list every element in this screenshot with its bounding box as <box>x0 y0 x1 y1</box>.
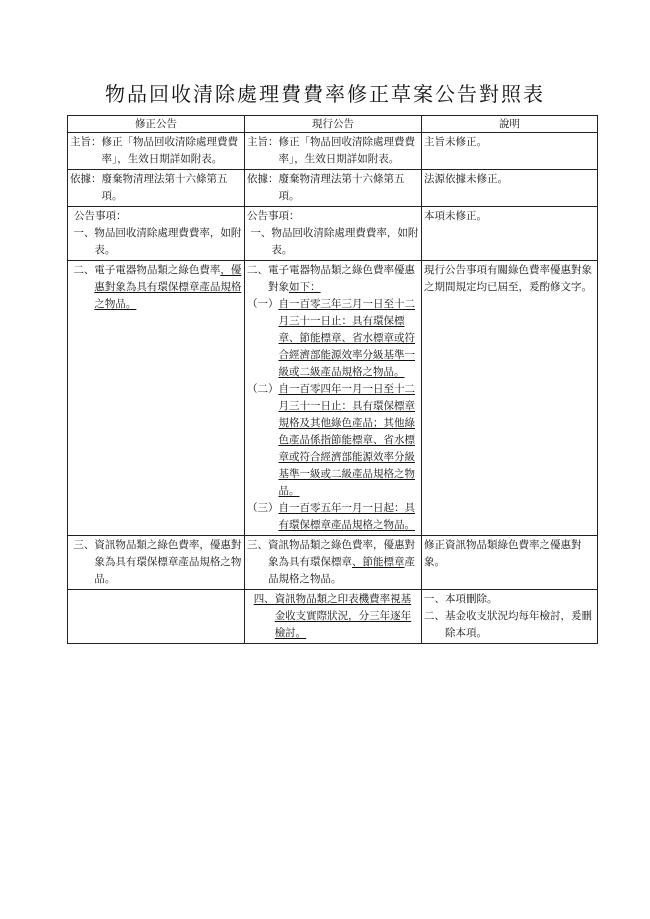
cell-current <box>245 170 422 207</box>
cell-current <box>245 207 422 261</box>
basis-label: 依據： <box>70 173 102 185</box>
item-text: 資訊物品類之綠色費率，優惠對象為具有環保標章產品規格之物品。 <box>94 539 242 585</box>
inserted-text: ，優惠對象為具有環保標章產品規格之物品。 <box>94 264 242 310</box>
subitem-text: 自一百零四年一月一日至十二月三十一日止：具有環保標章規格及其他綠色產品；其他綠色產品係指節能標章、省水標章或符合經濟部能源效率分級基準一級或二級產品規格之物品。 <box>278 383 415 497</box>
cell-revised <box>68 536 245 590</box>
note-item-text: 本項刪除。 <box>445 593 498 605</box>
subject-text: 修正「物品回收清除處理費費率」，生效日期詳如附表。 <box>278 136 415 165</box>
notice-heading: 公告事項： <box>247 210 300 222</box>
cell-current <box>245 590 422 644</box>
note-item-label: 二、 <box>424 610 445 622</box>
subject-label: 主旨： <box>247 136 279 148</box>
note-text: 修正資訊物品類綠色費率之優惠對象。 <box>424 539 582 568</box>
note-item-text: 基金收支狀況均每年檢討，爰刪除本項。 <box>445 610 592 639</box>
item-label: 一、 <box>73 227 95 239</box>
subject-label: 主旨： <box>70 136 102 148</box>
table-row <box>68 170 598 207</box>
table-row <box>68 207 598 261</box>
notice-heading: 公告事項： <box>74 210 127 222</box>
table-row <box>68 536 598 590</box>
deleted-text: 資訊物品類之印表機費率視基金收支實際狀況，分三年逐年檢討。 <box>274 593 412 639</box>
table-header-row <box>68 116 598 133</box>
cell-revised <box>68 207 245 261</box>
cell-note <box>422 170 598 207</box>
item-label: 二、 <box>73 264 95 276</box>
subitem-label: （一） <box>247 298 279 310</box>
cell-note <box>422 133 598 170</box>
header-revised: 修正公告 <box>68 116 245 133</box>
subitem-text: 自一百零五年一月一日起：具有環保標章產品規格之物品。 <box>278 502 415 531</box>
cell-revised <box>68 170 245 207</box>
basis-text: 廢棄物清理法第十六條第五項。 <box>101 173 228 202</box>
item-label: 四、 <box>253 593 275 605</box>
cell-note <box>422 590 598 644</box>
table-row <box>68 261 598 536</box>
note-item-label: 一、 <box>424 593 445 605</box>
cell-note <box>422 536 598 590</box>
item-text: 物品回收清除處理費費率，如附表。 <box>271 227 419 256</box>
subitem-label: （二） <box>247 383 279 395</box>
basis-label: 依據： <box>247 173 279 185</box>
item-label: 一、 <box>250 227 272 239</box>
cell-revised <box>68 261 245 536</box>
item-label: 三、 <box>73 539 95 551</box>
deleted-text: 、節能標章 <box>352 556 405 568</box>
item-label: 二、 <box>247 264 268 276</box>
cell-revised <box>68 133 245 170</box>
document-title: 物品回收清除處理費費率修正草案公告對照表 <box>105 82 545 106</box>
subitem-label: （三） <box>247 502 279 514</box>
header-notes: 說明 <box>422 116 598 133</box>
note-text: 主旨未修正。 <box>424 136 487 148</box>
cell-revised <box>68 590 245 644</box>
comparison-table <box>67 115 598 644</box>
cell-current <box>245 536 422 590</box>
note-text: 法源依據未修正。 <box>424 173 508 185</box>
cell-note <box>422 207 598 261</box>
cell-note <box>422 261 598 536</box>
table-row <box>68 133 598 170</box>
item-text: 電子電器物品類之綠色費率，優惠對象為具有環保標章產品規格之物品。 <box>94 264 242 310</box>
header-current: 現行公告 <box>245 116 422 133</box>
cell-current <box>245 133 422 170</box>
note-text: 現行公告事項有關綠色費率優惠對象之期間規定均已屆至，爰酌修文字。 <box>424 264 592 293</box>
item-text: 物品回收清除處理費費率，如附表。 <box>94 227 242 256</box>
cell-current <box>245 261 422 536</box>
item-text: 電子電器物品類之綠色費率優惠對象如下： <box>268 264 415 293</box>
subject-text: 修正「物品回收清除處理費費率」，生效日期詳如附表。 <box>101 136 238 165</box>
item-label: 三、 <box>247 539 268 551</box>
basis-text: 廢棄物清理法第十六條第五項。 <box>278 173 405 202</box>
table-row <box>68 590 598 644</box>
subitem-text: 自一百零三年三月一日至十二月三十一日止：具有環保標章、節能標章、省水標章或符合經濟部能源效率分級基準一級或二級產品規格之物品。 <box>278 298 415 378</box>
deleted-text: 如下： <box>289 281 321 293</box>
item-text: 資訊物品類之綠色費率，優惠對象為具有環保標章、節能標章產品規格之物品。 <box>268 539 415 585</box>
note-text: 本項未修正。 <box>424 210 487 222</box>
